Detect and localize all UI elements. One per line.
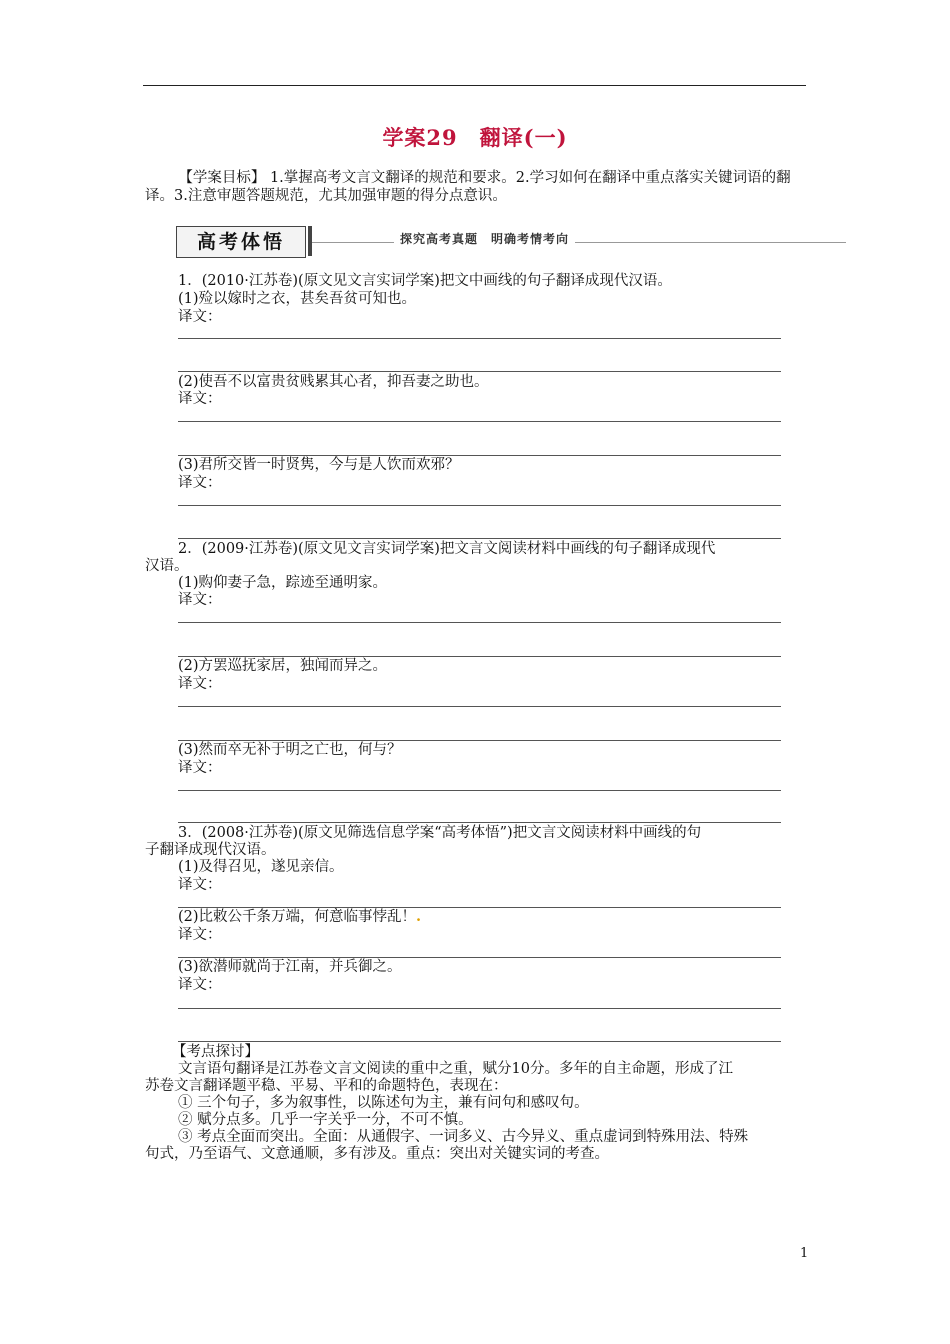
section-banner — [176, 226, 846, 258]
discussion-item-3-cont: 句式，乃至语气、文意通顺，多有涉及。重点：突出对关键实词的考查。 — [145, 1146, 609, 1162]
answer-line — [178, 538, 781, 539]
banner-subtitle: 探究高考真题 明确考情考向 — [394, 230, 575, 247]
question-1-sentence-3: (3)君所交皆一时贤隽，今与是人饮而欢邪？ — [178, 457, 460, 473]
question-2-stem: 2．(2009·江苏卷)(原文见文言实词学案)把文言文阅读材料中画线的句子翻译成现代 — [178, 541, 716, 557]
answer-line — [178, 622, 781, 623]
answer-label: 译文： — [178, 760, 222, 776]
question-2-sentence-1: (1)购仰妻子急，踪迹至通明家。 — [178, 575, 388, 591]
question-3-stem: 3．(2008·江苏卷)(原文见筛选信息学案“高考体悟”)把文言文阅读材料中画线的句 — [178, 825, 702, 841]
question-2-stem-cont: 汉语。 — [145, 558, 189, 574]
question-2-sentence-2: (2)方罢巡抚家居，独闻而异之。 — [178, 658, 388, 674]
answer-label: 译文： — [178, 977, 222, 993]
sentence-text: (2)比敕公千条万端，何意临事悖乱！ — [178, 909, 417, 925]
banner-divider — [308, 226, 312, 256]
page-number: 1 — [800, 1246, 809, 1261]
answer-label: 译文： — [178, 391, 222, 407]
discussion-heading: 【考点探讨】 — [172, 1044, 259, 1060]
answer-line — [178, 1041, 781, 1042]
discussion-paragraph-cont: 苏卷文言翻译题平稳、平易、平和的命题特色，表现在： — [145, 1078, 508, 1094]
banner-rule — [312, 242, 846, 243]
highlight-mark: . — [416, 908, 422, 925]
answer-line — [178, 338, 781, 339]
learning-goal: 【学案目标】 1.掌握高考文言文翻译的规范和要求。2.学习如何在翻译中重点落实关键词语的翻译。3.注意审题答题规范，尤其加强审题的得分点意识。 — [145, 170, 791, 204]
header-rule — [143, 85, 806, 86]
discussion-item-3: ③ 考点全面而突出。全面：从通假字、一词多义、古今异义、重点虚词到特殊用法、特殊 — [178, 1129, 749, 1145]
discussion-paragraph: 文言语句翻译是江苏卷文言文阅读的重中之重，赋分10分。多年的自主命题，形成了江 — [178, 1061, 733, 1077]
question-2-sentence-3: (3)然而卒无补于明之亡也，何与？ — [178, 742, 402, 758]
answer-label: 译文： — [178, 927, 222, 943]
answer-label: 译文： — [178, 877, 222, 893]
answer-label: 译文： — [178, 309, 222, 325]
question-1-sentence-1: (1)殓以嫁时之衣，甚矣吾贫可知也。 — [178, 291, 417, 307]
question-3-sentence-2 — [178, 908, 421, 926]
question-3-sentence-1: (1)及得召见，遂见亲信。 — [178, 859, 344, 875]
answer-label: 译文： — [178, 676, 222, 692]
question-1-stem: 1．(2010·江苏卷)(原文见文言实词学案)把文中画线的句子翻译成现代汉语。 — [178, 273, 672, 289]
answer-label: 译文： — [178, 592, 222, 608]
question-1-sentence-2: (2)使吾不以富贵贫贱累其心者，抑吾妻之助也。 — [178, 374, 489, 390]
answer-line — [178, 706, 781, 707]
answer-line — [178, 822, 781, 823]
page-title: 学案29 翻译(一) — [382, 125, 568, 150]
question-3-sentence-3: (3)欲潜师就尚于江南，并兵御之。 — [178, 959, 402, 975]
answer-line — [178, 505, 781, 506]
answer-line — [178, 371, 781, 372]
answer-line — [178, 421, 781, 422]
discussion-item-1: ① 三个句子，多为叙事性，以陈述句为主，兼有问句和感叹句。 — [178, 1095, 589, 1111]
answer-line — [178, 1008, 781, 1009]
banner-label: 高考体悟 — [176, 226, 306, 258]
answer-label: 译文： — [178, 475, 222, 491]
discussion-item-2: ② 赋分点多。几乎一字关乎一分，不可不慎。 — [178, 1112, 473, 1128]
answer-line — [178, 790, 781, 791]
question-3-stem-cont: 子翻译成现代汉语。 — [145, 842, 276, 858]
